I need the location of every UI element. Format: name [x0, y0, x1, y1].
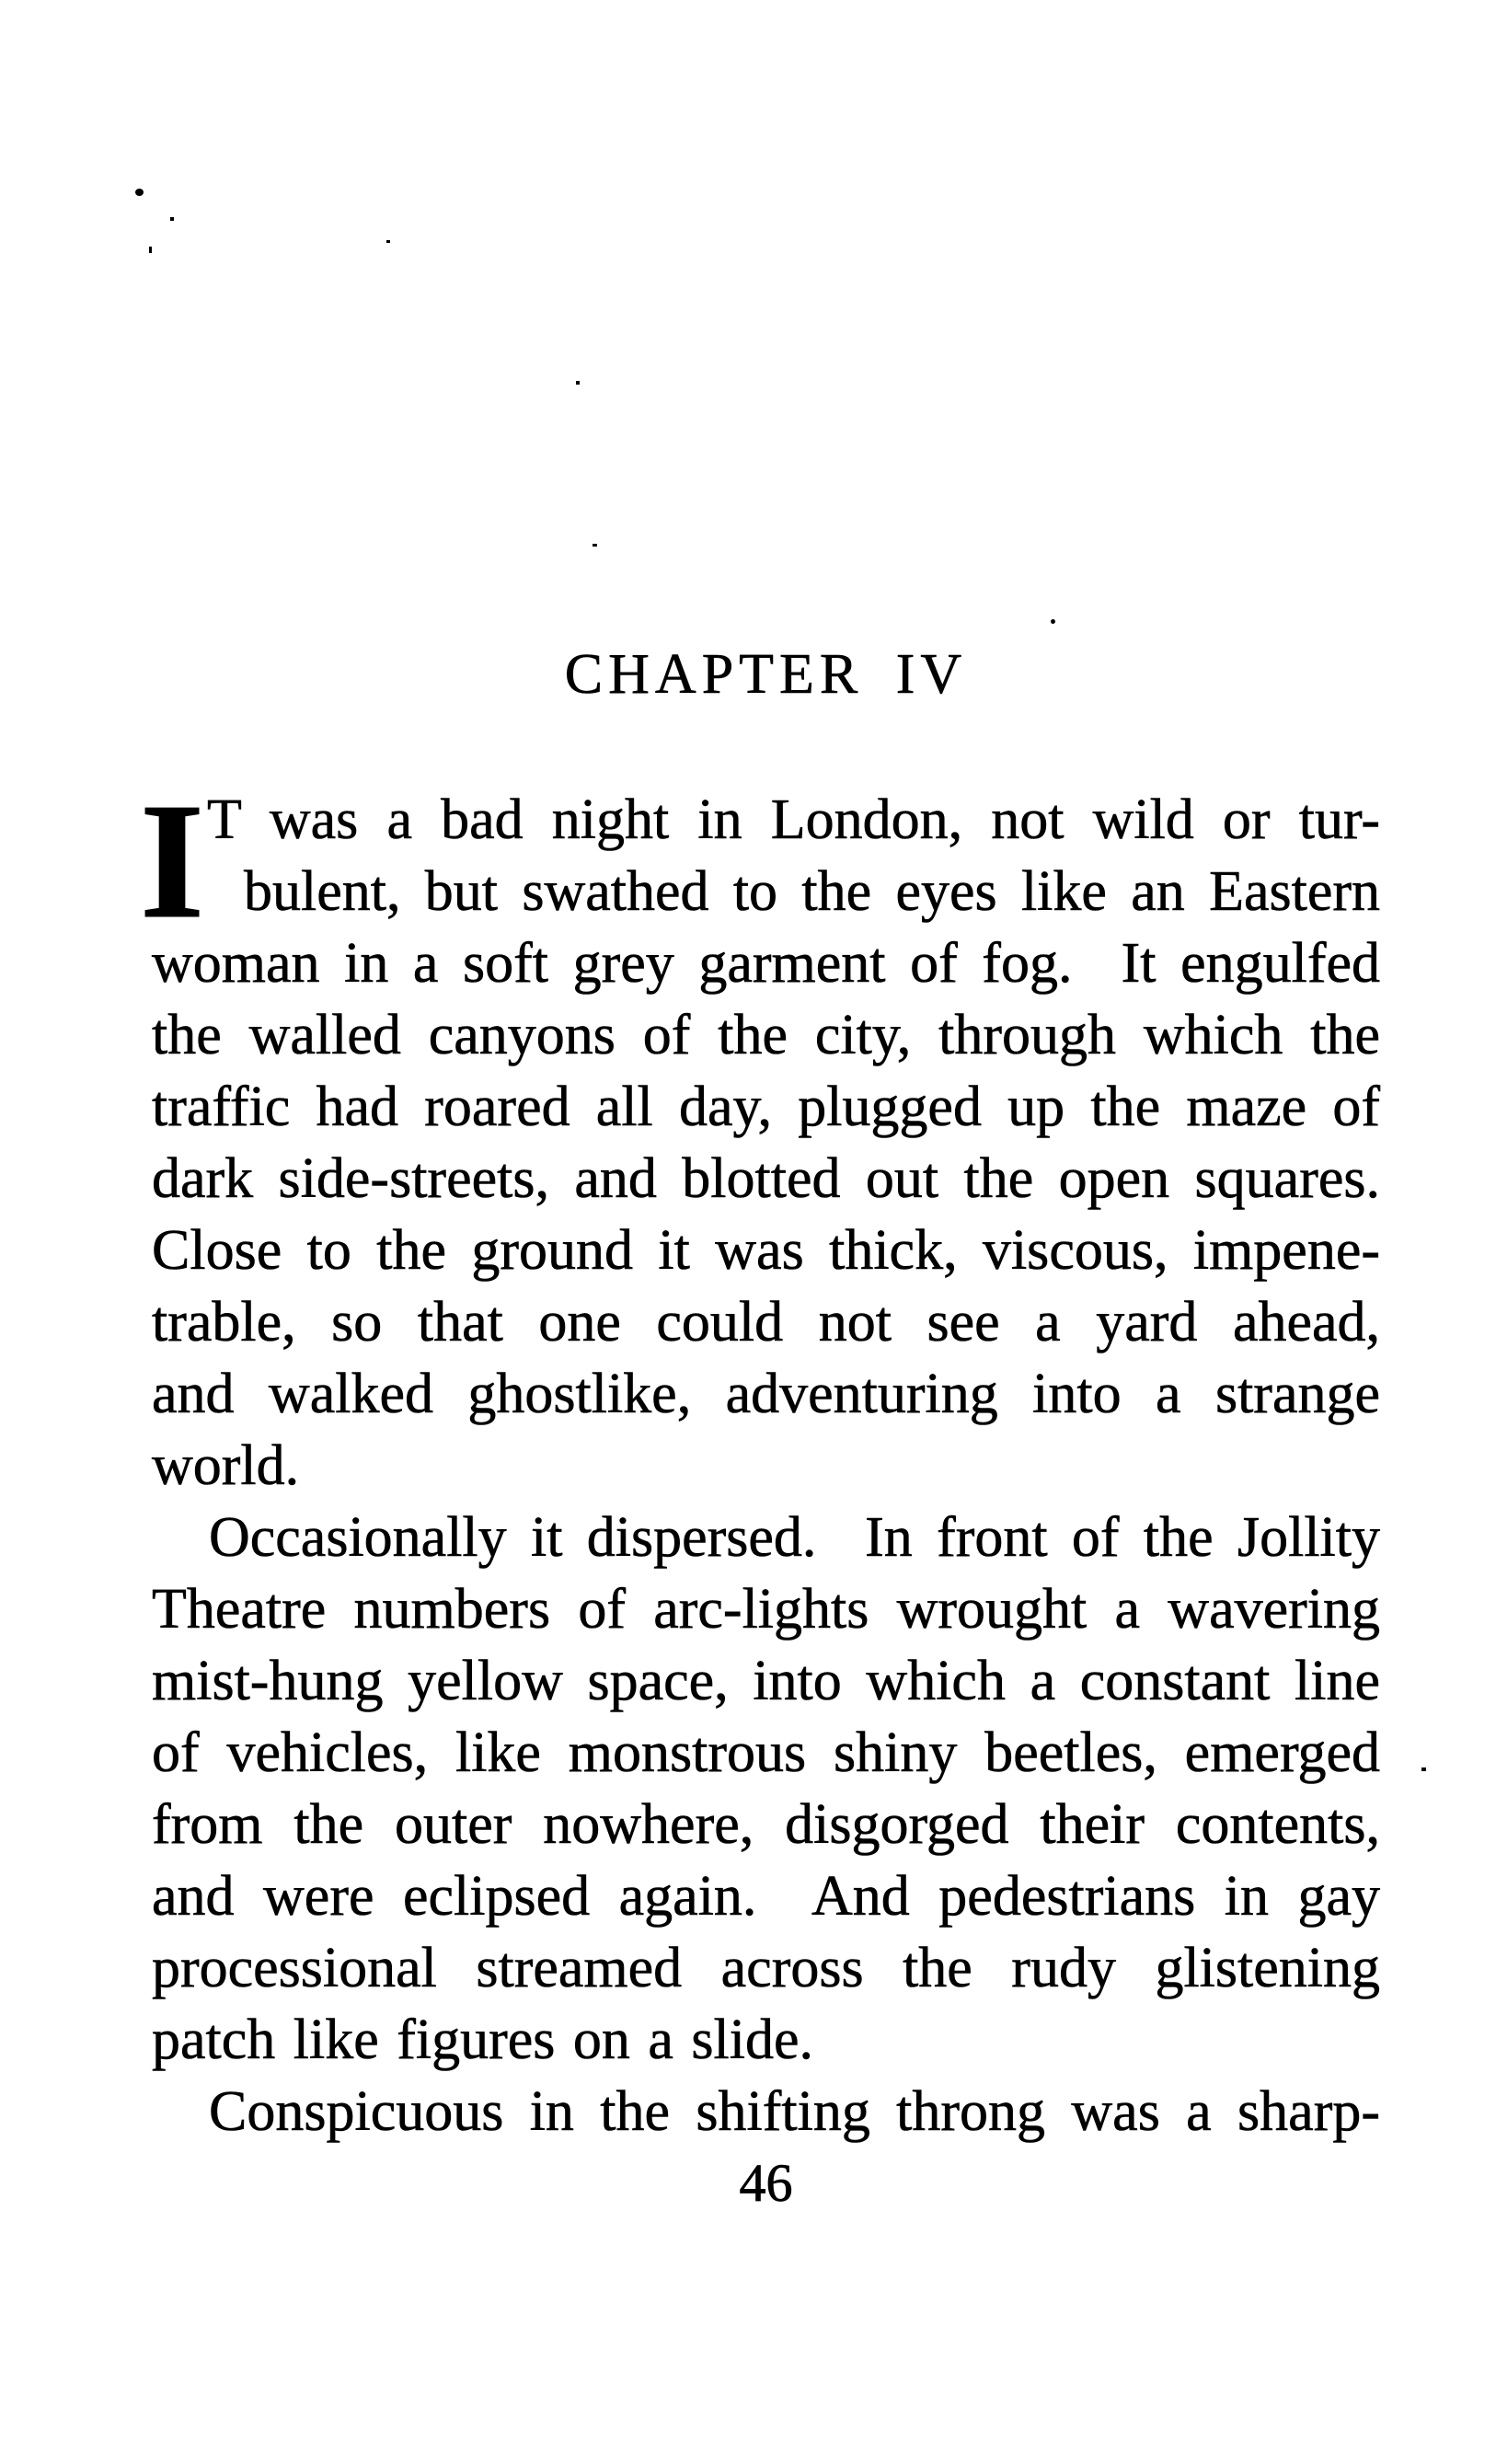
text-line: from the outer nowhere, disgorged their contents,	[152, 1793, 1380, 1856]
text-line: and were eclipsed again. And pedestrians in gay	[152, 1865, 1380, 1928]
text-line: woman in a soft grey garment of fog. It engulfed	[152, 932, 1380, 995]
text-line: of vehicles, like monstrous shiny beetles, emerged	[152, 1721, 1380, 1784]
text-line: Occasionally it dispersed. In front of the Jollity	[209, 1506, 1380, 1569]
scan-speck	[386, 240, 390, 243]
page-number: 46	[739, 2153, 793, 2213]
text-line: and walked ghostlike, adventuring into a strange	[152, 1363, 1380, 1425]
drop-cap: I	[140, 769, 205, 952]
text-line: bulent, but swathed to the eyes like an Eastern	[244, 860, 1380, 923]
body-text	[152, 784, 1380, 2147]
text-line: processional streamed across the rudy glistening	[152, 1937, 1380, 1999]
scan-speck	[1051, 619, 1055, 624]
scan-speck	[576, 381, 580, 385]
text-line: trable, so that one could not see a yard ahead,	[152, 1291, 1380, 1353]
text-line: traffic had roared all day, plugged up the maze of	[152, 1076, 1380, 1138]
text-line: dark side-streets, and blotted out the open squares.	[152, 1147, 1380, 1210]
chapter-heading: CHAPTER IV	[564, 643, 968, 706]
text-line: Close to the ground it was thick, viscous, impene-	[152, 1219, 1380, 1282]
paragraph-2	[152, 1502, 1380, 2076]
scan-speck	[170, 217, 174, 221]
paragraph-1	[152, 784, 1380, 1502]
scan-speck	[593, 544, 597, 547]
text-line: patch like figures on a slide.	[152, 2009, 814, 2071]
text-line: the walled canyons of the city, through which the	[152, 1004, 1380, 1066]
text-line: Theatre numbers of arc-lights wrought a wavering	[152, 1578, 1380, 1641]
scan-speck	[149, 247, 152, 253]
paragraph-3	[152, 2076, 1380, 2147]
text-line: T was a bad night in London, not wild or tur-	[207, 789, 1380, 851]
scan-speck	[135, 189, 144, 196]
text-line: world.	[152, 1434, 300, 1497]
scan-speck	[1421, 1767, 1426, 1771]
text-line: mist-hung yellow space, into which a constant line	[152, 1650, 1380, 1712]
text-line: Conspicuous in the shifting throng was a sharp-	[209, 2080, 1380, 2143]
